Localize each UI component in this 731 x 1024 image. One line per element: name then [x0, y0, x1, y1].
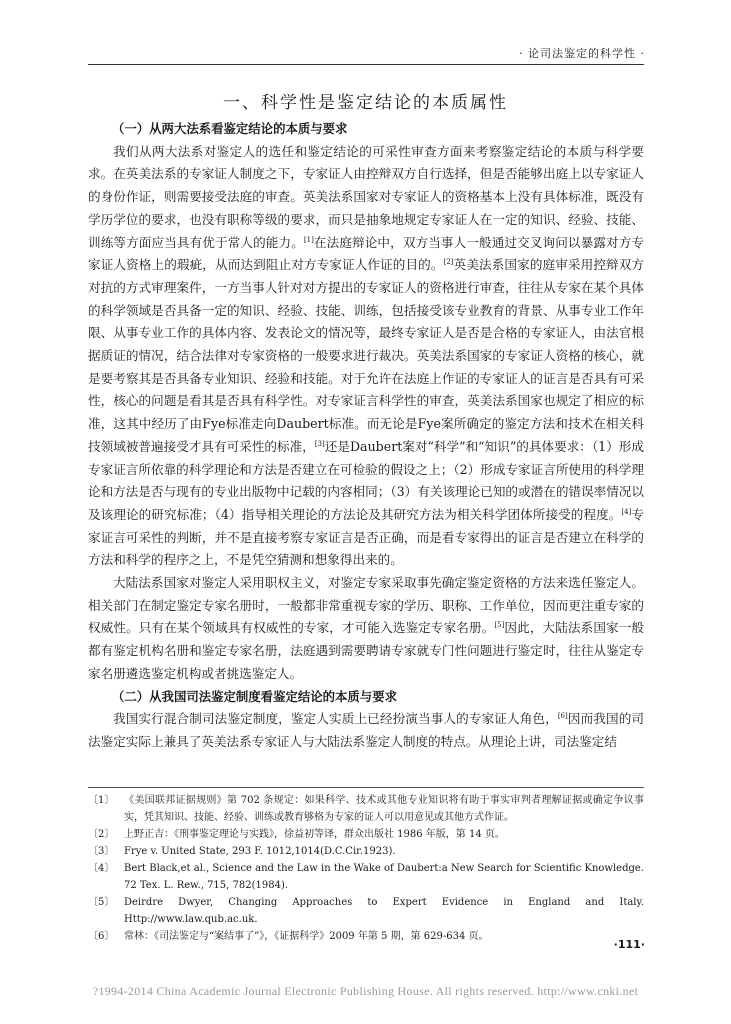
header-rule — [88, 64, 644, 65]
paragraph-1-text-c: 英美法系国家的庭审采用控辩双方对抗的方式审理案件，一方当事人针对对方提出的专家证人的资格进行审查，往往从专家在某个具体的科学领域是否具备一定的知识、经验、技能、训练，包括接受该专业教育的背景、从事专业工作年限、从事专业工作的具体内容、发表论文的情况等，最终专家证人是否是合格的专家证人，由法官根据质证的情况，结合法律对专家资格的一般要求进行裁决。英美法系国家的专家证人资格的核心，就是要考察其是否具备专业知识、经验和技能。对于允许在法庭上作证的专家证人的证言是否具有可采性，核心的问题是看其是否具有科学性。对专家证言科学性的审查，英美法系国家也规定了相应的标准，这其中经历了由Fye标准走向Daubert标准。而无论是Fye案所确定的鉴定方法和技术在相关科技领域被普遍接受才具有可采性的标准， — [88, 257, 645, 454]
paragraph-1-text-b: 在法庭辩论中，双方当事人一般通过交叉询问以暴露对方专家证人资格上的瑕疵，从而达到阻止对方专家证人作证的目的。 — [88, 234, 645, 273]
subheading-2: （二）从我国司法鉴定制度看鉴定结论的本质与要求 — [112, 688, 397, 704]
article-body — [88, 118, 644, 754]
footnote-text: 上野正吉：《刑事鉴定理论与实践》，徐益初等译，群众出版社 1986 年版，第 14 页。 — [124, 829, 505, 840]
footnote-ref-1[interactable]: [1] — [303, 235, 314, 244]
paragraph-1-text-d: 还是Daubert案对“科学”和“知识”的具体要求：（1）形成专家证言所依靠的科学理论和方法是否建立在可检验的假设之上；（2）形成专家证言所使用的科学理论和方法是否与现有的专业出版物中记载的内容相同；（3）有关该理论已知的或潜在的错误率情况以及该理论的研究标准；（4）指导相关理论的方法论及其研究方法为相关科学团体所接受的程度。 — [88, 438, 644, 522]
footnote-ref-2[interactable]: [2] — [443, 258, 454, 267]
footnotes — [88, 792, 644, 945]
footnote-text: Deirdre Dwyer, Changing Approaches to Expert Evidence in England and Italy. Http://www.law.qub.ac.uk. — [124, 897, 644, 925]
footnote-number: 〔2〕 — [88, 829, 115, 840]
page-number: ·111· — [613, 938, 645, 951]
footnote-ref-4[interactable]: [4] — [621, 507, 632, 516]
footnote-rule — [88, 787, 644, 788]
footnote-number: 〔1〕 — [88, 795, 115, 806]
footnote-text: 常林：《司法鉴定与“案结事了”》，《证据科学》2009 年第 5 期，第 629-634 页。 — [124, 931, 489, 942]
footnote-number: 〔4〕 — [88, 863, 115, 874]
subheading-1: （一）从两大法系看鉴定结论的本质与要求 — [112, 121, 348, 136]
paragraph-2-text-a: 大陆法系国家对鉴定人采用职权主义，对鉴定专家采取事先确定鉴定资格的方法来选任鉴定人。相关部门在制定鉴定专家名册时，一般都非常重视专家的学历、职称、工作单位，因而更注重专家的权威性。只有在某个领域具有权威性的专家，才可能入选鉴定专家名册。 — [88, 575, 644, 636]
footnote-ref-6[interactable]: [6] — [557, 712, 568, 721]
paragraph-3 — [88, 708, 644, 753]
running-head: · 论司法鉴定的科学性 · — [519, 47, 645, 60]
paragraph-2-text-b: 因此，大陆法系国家一般都有鉴定机构名册和鉴定专家名册，法庭遇到需要聘请专家就专门性问题进行鉴定时，往往从鉴定专家名册遴选鉴定机构或者挑选鉴定人。 — [88, 620, 645, 681]
footnote-number: 〔5〕 — [88, 897, 115, 908]
section-title: 一、科学性是鉴定结论的本质属性 — [223, 93, 508, 113]
footnote-3 — [88, 843, 644, 860]
paragraph-3-text-a: 我国实行混合制司法鉴定制度，鉴定人实质上已经扮演当事人的专家证人角色， — [113, 711, 558, 727]
copyright-notice: ?1994-2014 China Academic Journal Electronic Publishing House. All rights reserved. http://www.cnki.net — [92, 984, 639, 998]
paragraph-1-text-e: 专家证言可采性的判断，并不是直接考察专家证言是否正确，而是看专家得出的证言是否建立在科学的方法和科学的程序之上，不是凭空猜测和想象得出来的。 — [88, 506, 645, 568]
footnote-4 — [88, 860, 644, 894]
paragraph-1 — [88, 141, 644, 572]
footnote-5 — [88, 894, 644, 928]
footnote-number: 〔3〕 — [88, 846, 115, 857]
footnote-text: 《美国联邦证据规则》第 702 条规定：如果科学、技术或其他专业知识将有助于事实审判者理解证据或确定争议事实，凭其知识、技能、经验、训练或教育够格为专家的证人可以用意见或其他方式作证。 — [124, 795, 644, 823]
footnote-2 — [88, 826, 644, 843]
footnote-6 — [88, 928, 644, 945]
footnote-ref-3[interactable]: [3] — [314, 439, 325, 448]
footnote-text: Frye v. United State, 293 F. 1012,1014(D.C.Cir.1923). — [124, 846, 396, 857]
paragraph-1-text-a: 我们从两大法系对鉴定人的选任和鉴定结论的可采性审查方面来考察鉴定结论的本质与科学要求。在英美法系的专家证人制度之下，专家证人由控辩双方自行选择，但是否能够出庭上以专家证人的身份作证，则需要接受法庭的审查。英美法系国家对专家证人的资格基本上没有具体标准，既没有学历学位的要求，也没有职称等级的要求，而只是抽象地规定专家证人在一定的知识、经验、技能、训练等方面应当具有优于常人的能力。 — [88, 143, 644, 250]
footnote-ref-5[interactable]: [5] — [494, 621, 505, 630]
footnote-1 — [88, 792, 644, 826]
footnote-text: Bert Black,et al., Science and the Law in the Wake of Daubert:a New Search for Scientific Knowledge. 72 Tex. L. Rew., 715, 782(1984). — [124, 863, 644, 891]
paragraph-3-text-b: 因而我国的司法鉴定实际上兼具了英美法系专家证人与大陆法系鉴定人制度的特点。从理论上讲，司法鉴定结 — [88, 711, 645, 749]
paragraph-2 — [88, 572, 644, 686]
footnote-number: 〔6〕 — [88, 931, 115, 942]
